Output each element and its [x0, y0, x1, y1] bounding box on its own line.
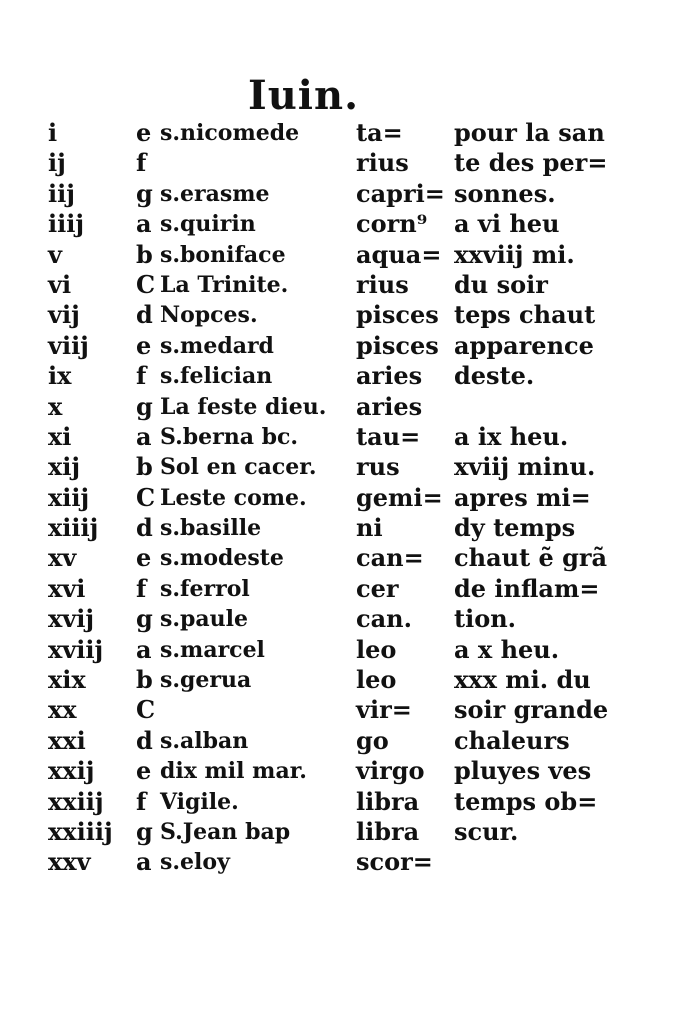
forecast-note: scur.: [454, 816, 519, 846]
day-number: vij: [48, 300, 80, 330]
feast-name: s.boniface: [160, 241, 286, 268]
calendar-table: [40, 118, 640, 878]
feast-name: s.felician: [160, 363, 273, 390]
calendar-row: [40, 209, 640, 239]
dominical-letter: b: [136, 239, 153, 269]
forecast-note: apparence: [454, 330, 594, 360]
zodiac-sign: gemi=: [356, 482, 443, 512]
day-number: xxiij: [48, 786, 104, 816]
day-number: xiij: [48, 482, 90, 512]
dominical-letter: a: [136, 634, 152, 664]
day-number: xxi: [48, 725, 86, 755]
calendar-row: [40, 148, 640, 178]
forecast-note: xxx mi. du: [454, 665, 591, 695]
feast-name: S.Jean bap: [160, 818, 291, 845]
day-number: v: [48, 239, 62, 269]
day-number: i: [48, 118, 58, 147]
feast-name: Vigile.: [160, 788, 239, 815]
forecast-note: soir grande: [454, 695, 609, 725]
forecast-note: sonnes.: [454, 178, 556, 208]
forecast-note: dy temps: [454, 513, 576, 543]
calendar-row: [40, 179, 640, 209]
zodiac-sign: ta=: [356, 118, 403, 147]
dominical-letter: d: [136, 513, 153, 543]
feast-name: s.paule: [160, 606, 249, 633]
day-number: viij: [48, 330, 89, 360]
feast-name: s.quirin: [160, 211, 256, 238]
day-number: ix: [48, 361, 72, 391]
forecast-note: a ix heu.: [454, 421, 569, 451]
dominical-letter: f: [136, 148, 147, 178]
forecast-note: temps ob=: [454, 786, 598, 816]
zodiac-sign: cer: [356, 573, 399, 603]
calendar-row: [40, 817, 640, 847]
feast-name: s.medard: [160, 332, 274, 359]
zodiac-sign: aqua=: [356, 239, 442, 269]
dominical-letter: f: [136, 786, 147, 816]
calendar-row: [40, 604, 640, 634]
feast-name: s.erasme: [160, 180, 270, 207]
dominical-letter: a: [136, 847, 152, 877]
page-title: Iuin.: [248, 72, 359, 119]
dominical-letter: C: [136, 482, 156, 512]
calendar-row: [40, 300, 640, 330]
day-number: iiij: [48, 209, 85, 239]
forecast-note: chaut ẽ grã: [454, 543, 608, 573]
day-number: xxiiij: [48, 816, 113, 846]
day-number: vi: [48, 269, 72, 299]
zodiac-sign: rus: [356, 452, 400, 482]
day-number: xiiij: [48, 513, 99, 543]
feast-name: s.gerua: [160, 667, 252, 694]
forecast-note: a vi heu: [454, 209, 560, 239]
feast-name: dix mil mar.: [160, 758, 307, 785]
day-number: xxv: [48, 847, 91, 877]
day-number: ij: [48, 148, 66, 178]
dominical-letter: f: [136, 361, 147, 391]
dominical-letter: a: [136, 421, 152, 451]
zodiac-sign: leo: [356, 665, 397, 695]
day-number: xvi: [48, 573, 86, 603]
feast-name: S.berna bc.: [160, 423, 299, 450]
dominical-letter: e: [136, 543, 152, 573]
calendar-row: [40, 361, 640, 391]
feast-name: Sol en cacer.: [160, 454, 317, 481]
day-number: xi: [48, 421, 72, 451]
feast-name: La Trinite.: [160, 271, 289, 298]
forecast-note: teps chaut: [454, 300, 596, 330]
day-number: xviij: [48, 634, 104, 664]
dominical-letter: e: [136, 330, 152, 360]
zodiac-sign: aries: [356, 391, 423, 421]
day-number: xij: [48, 452, 81, 482]
calendar-row: [40, 452, 640, 482]
dominical-letter: g: [136, 178, 153, 208]
zodiac-sign: can.: [356, 604, 412, 634]
day-number: xxij: [48, 756, 95, 786]
calendar-row: [40, 665, 640, 695]
calendar-row: [40, 270, 640, 300]
forecast-note: de inflam=: [454, 573, 600, 603]
forecast-note: te des per=: [454, 148, 608, 178]
feast-name: s.marcel: [160, 636, 265, 663]
forecast-note: a x heu.: [454, 634, 560, 664]
dominical-letter: g: [136, 604, 153, 634]
zodiac-sign: aries: [356, 361, 423, 391]
zodiac-sign: rius: [356, 148, 409, 178]
calendar-row: [40, 574, 640, 604]
zodiac-sign: pisces: [356, 300, 439, 330]
calendar-row: [40, 422, 640, 452]
zodiac-sign: vir=: [356, 695, 412, 725]
zodiac-sign: rius: [356, 269, 409, 299]
calendar-row: [40, 847, 640, 877]
forecast-note: deste.: [454, 361, 535, 391]
feast-name: s.modeste: [160, 545, 284, 572]
day-number: xx: [48, 695, 77, 725]
calendar-row: [40, 118, 640, 148]
forecast-note: tion.: [454, 604, 517, 634]
forecast-note: apres mi=: [454, 482, 591, 512]
feast-name: s.alban: [160, 727, 249, 754]
zodiac-sign: leo: [356, 634, 397, 664]
feast-name: s.basille: [160, 515, 262, 542]
calendar-row: [40, 756, 640, 786]
dominical-letter: e: [136, 756, 152, 786]
feast-name: s.nicomede: [160, 120, 300, 146]
calendar-row: [40, 331, 640, 361]
feast-name: Leste come.: [160, 484, 307, 511]
forecast-note: pour la san: [454, 118, 605, 147]
calendar-row: [40, 726, 640, 756]
day-number: xix: [48, 665, 86, 695]
dominical-letter: g: [136, 816, 153, 846]
calendar-row: [40, 695, 640, 725]
zodiac-sign: ni: [356, 513, 383, 543]
day-number: xv: [48, 543, 77, 573]
calendar-row: [40, 483, 640, 513]
dominical-letter: d: [136, 300, 153, 330]
dominical-letter: d: [136, 725, 153, 755]
dominical-letter: f: [136, 573, 147, 603]
dominical-letter: a: [136, 209, 152, 239]
calendar-row: [40, 392, 640, 422]
zodiac-sign: go: [356, 725, 389, 755]
zodiac-sign: pisces: [356, 330, 439, 360]
dominical-letter: g: [136, 391, 153, 421]
calendar-row: [40, 635, 640, 665]
day-number: x: [48, 391, 63, 421]
forecast-note: xxviij mi.: [454, 239, 575, 269]
calendar-row: [40, 513, 640, 543]
day-number: xvij: [48, 604, 95, 634]
forecast-note: chaleurs: [454, 725, 570, 755]
dominical-letter: b: [136, 452, 153, 482]
zodiac-sign: capri=: [356, 178, 445, 208]
feast-name: La feste dieu.: [160, 393, 327, 420]
calendar-row: [40, 543, 640, 573]
feast-name: Nopces.: [160, 302, 258, 329]
feast-name: s.ferrol: [160, 575, 250, 602]
zodiac-sign: can=: [356, 543, 424, 573]
forecast-note: xviij minu.: [454, 452, 596, 482]
calendar-row: [40, 787, 640, 817]
forecast-note: du soir: [454, 269, 548, 299]
zodiac-sign: virgo: [356, 756, 425, 786]
dominical-letter: C: [136, 695, 156, 725]
calendar-row: [40, 240, 640, 270]
zodiac-sign: corn⁹: [356, 209, 428, 239]
dominical-letter: b: [136, 665, 153, 695]
forecast-note: pluyes ves: [454, 756, 592, 786]
zodiac-sign: scor=: [356, 847, 433, 877]
feast-name: s.eloy: [160, 849, 230, 876]
dominical-letter: C: [136, 269, 156, 299]
zodiac-sign: libra: [356, 786, 420, 816]
dominical-letter: e: [136, 118, 152, 147]
zodiac-sign: libra: [356, 816, 420, 846]
zodiac-sign: tau=: [356, 421, 421, 451]
day-number: iij: [48, 178, 75, 208]
